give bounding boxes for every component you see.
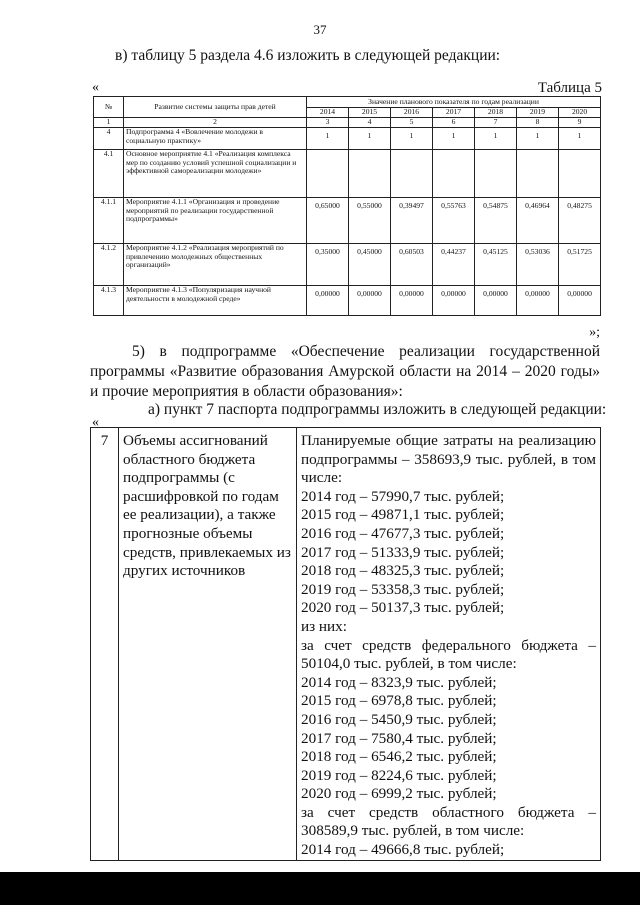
- row-value: 0,35000: [307, 244, 349, 286]
- row-name: Мероприятие 4.1.3 «Популяризация научной деятельности в молодежной среде»: [124, 286, 307, 316]
- paragraph-5: [90, 342, 600, 402]
- funding-line: за счет средств областного бюджета –: [301, 803, 596, 821]
- column-index: 9: [559, 118, 601, 128]
- column-index: 4: [349, 118, 391, 128]
- row-num: 4.1.2: [94, 244, 124, 286]
- row-value: [391, 150, 433, 198]
- funding-line: 2019 год – 8224,6 тыс. рублей;: [301, 766, 497, 784]
- row-num: 4.1.3: [94, 286, 124, 316]
- row-value: 1: [349, 128, 391, 150]
- funding-line: Планируемые общие затраты на реализацию: [301, 432, 596, 449]
- funding-line: подпрограммы – 358693,9 тыс. рублей, в том: [301, 450, 596, 468]
- row-value: 0,46964: [517, 198, 559, 244]
- row-value: 0,00000: [475, 286, 517, 316]
- scan-bottom-border: [0, 872, 640, 905]
- row-value: 1: [475, 128, 517, 150]
- column-index: 2: [124, 118, 307, 128]
- paragraph-a: а) пункт 7 паспорта подпрограммы изложить в следующей редакции:: [148, 401, 607, 418]
- funding-line: 2017 год – 7580,4 тыс. рублей;: [301, 729, 497, 747]
- row-value: 1: [307, 128, 349, 150]
- year-header: 2018: [475, 108, 517, 118]
- row-name: Мероприятие 4.1.1 «Организация и проведение мероприятий по реализации государственной подпрограммы»: [124, 198, 307, 244]
- funding-line: 2020 год – 6999,2 тыс. рублей;: [301, 785, 497, 803]
- header-values: Значение планового показателя по годам реализации: [307, 97, 601, 108]
- table-label: Таблица 5: [537, 80, 602, 96]
- row-value: 0,45125: [475, 244, 517, 286]
- row-num: 4.1: [94, 150, 124, 198]
- row-value: [307, 150, 349, 198]
- column-index: 8: [517, 118, 559, 128]
- table-7: [90, 427, 601, 861]
- paragraph-5-rest: программы «Развитие образования Амурской области на 2014 – 2020 годы» и прочие мероприятия в области образования»:: [90, 363, 600, 401]
- column-index: 5: [391, 118, 433, 128]
- row-value: 0,00000: [559, 286, 601, 316]
- column-index: 7: [475, 118, 517, 128]
- row-value: 0,45000: [349, 244, 391, 286]
- row-name: Мероприятие 4.1.2 «Реализация мероприятий по привлечению молодежных общественных организаций»: [124, 244, 307, 286]
- page-number: 37: [313, 22, 327, 37]
- year-header: 2015: [349, 108, 391, 118]
- funding-line: 2014 год – 57990,7 тыс. рублей;: [301, 487, 505, 505]
- row-value: [433, 150, 475, 198]
- table-row: [94, 198, 601, 244]
- row-value: [475, 150, 517, 198]
- year-header: 2017: [433, 108, 475, 118]
- funding-line: из них:: [301, 617, 347, 635]
- row-num: 4: [94, 128, 124, 150]
- funding-line: 2016 год – 5450,9 тыс. рублей;: [301, 710, 497, 728]
- row-value: 0,00000: [517, 286, 559, 316]
- row-value: 0,55763: [433, 198, 475, 244]
- funding-line: числе:: [301, 469, 343, 487]
- index-row: [94, 118, 601, 128]
- funding-line: 2014 год – 8323,9 тыс. рублей;: [301, 673, 497, 691]
- row-value: 0,51725: [559, 244, 601, 286]
- header-num: №: [94, 97, 124, 118]
- row-value: [559, 150, 601, 198]
- row-content: [297, 428, 601, 861]
- row-value: 0,00000: [433, 286, 475, 316]
- header-name: Развитие системы защиты прав детей: [124, 97, 307, 118]
- row-value: 0,00000: [307, 286, 349, 316]
- row-label: Объемы ассигнований областного бюджета подпрограммы (с расшифровкой по годам ее реализации), а также прогнозные объемы средств, привлекаемых из других источников: [119, 428, 297, 861]
- quote-open: «: [92, 80, 99, 95]
- row-value: 0,53036: [517, 244, 559, 286]
- paragraph-5-line1: 5) в подпрограмме «Обеспечение реализации государственной: [132, 343, 600, 360]
- row-value: 0,44237: [433, 244, 475, 286]
- table-row: [94, 128, 601, 150]
- table-row: [94, 286, 601, 316]
- year-header: 2019: [517, 108, 559, 118]
- row-value: 1: [433, 128, 475, 150]
- row-value: 0,48275: [559, 198, 601, 244]
- table-5: [93, 96, 601, 316]
- row-value: 0,65000: [307, 198, 349, 244]
- row-value: 0,00000: [391, 286, 433, 316]
- funding-line: 2014 год – 49666,8 тыс. рублей;: [301, 841, 505, 859]
- funding-line: 308589,9 тыс. рублей, в том числе:: [301, 822, 525, 840]
- funding-line: за счет средств федерального бюджета –: [301, 636, 596, 654]
- row-value: 1: [391, 128, 433, 150]
- row-num: 4.1.1: [94, 198, 124, 244]
- row-value: 0,55000: [349, 198, 391, 244]
- funding-line: 2015 год – 6978,8 тыс. рублей;: [301, 692, 497, 710]
- funding-line: 2015 год – 49871,1 тыс. рублей;: [301, 506, 505, 524]
- year-header: 2020: [559, 108, 601, 118]
- table-row: [94, 150, 601, 198]
- funding-line: 2018 год – 6546,2 тыс. рублей;: [301, 748, 497, 766]
- row-value: 1: [517, 128, 559, 150]
- row-value: 0,00000: [349, 286, 391, 316]
- row-name: Основное мероприятие 4.1 «Реализация комплекса мер по созданию условий успешной социализации и эффективной самореализации молодежи»: [124, 150, 307, 198]
- row-value: 1: [559, 128, 601, 150]
- row-value: [517, 150, 559, 198]
- row-name: Подпрограмма 4 «Вовлечение молодежи в социальную практику»: [124, 128, 307, 150]
- year-header: 2016: [391, 108, 433, 118]
- row-value: 0,54875: [475, 198, 517, 244]
- column-index: 6: [433, 118, 475, 128]
- row-value: 0,60503: [391, 244, 433, 286]
- funding-line: 2020 год – 50137,3 тыс. рублей;: [301, 599, 505, 617]
- funding-line: 2018 год – 48325,3 тыс. рублей;: [301, 562, 505, 580]
- funding-line: 2016 год – 47677,3 тыс. рублей;: [301, 524, 505, 542]
- row-value: [349, 150, 391, 198]
- quote-open-2: «: [92, 415, 99, 430]
- row-value: 0,39497: [391, 198, 433, 244]
- row-number: 7: [91, 428, 119, 861]
- column-index: 3: [307, 118, 349, 128]
- column-index: 1: [94, 118, 124, 128]
- section-heading: в) таблицу 5 раздела 4.6 изложить в следующей редакции:: [115, 47, 501, 64]
- funding-line: 50104,0 тыс. рублей, в том числе:: [301, 655, 517, 673]
- year-header: 2014: [307, 108, 349, 118]
- quote-close: »;: [589, 325, 600, 340]
- funding-line: 2017 год – 51333,9 тыс. рублей;: [301, 543, 505, 561]
- funding-line: 2019 год – 53358,3 тыс. рублей;: [301, 580, 505, 598]
- table-row: [94, 244, 601, 286]
